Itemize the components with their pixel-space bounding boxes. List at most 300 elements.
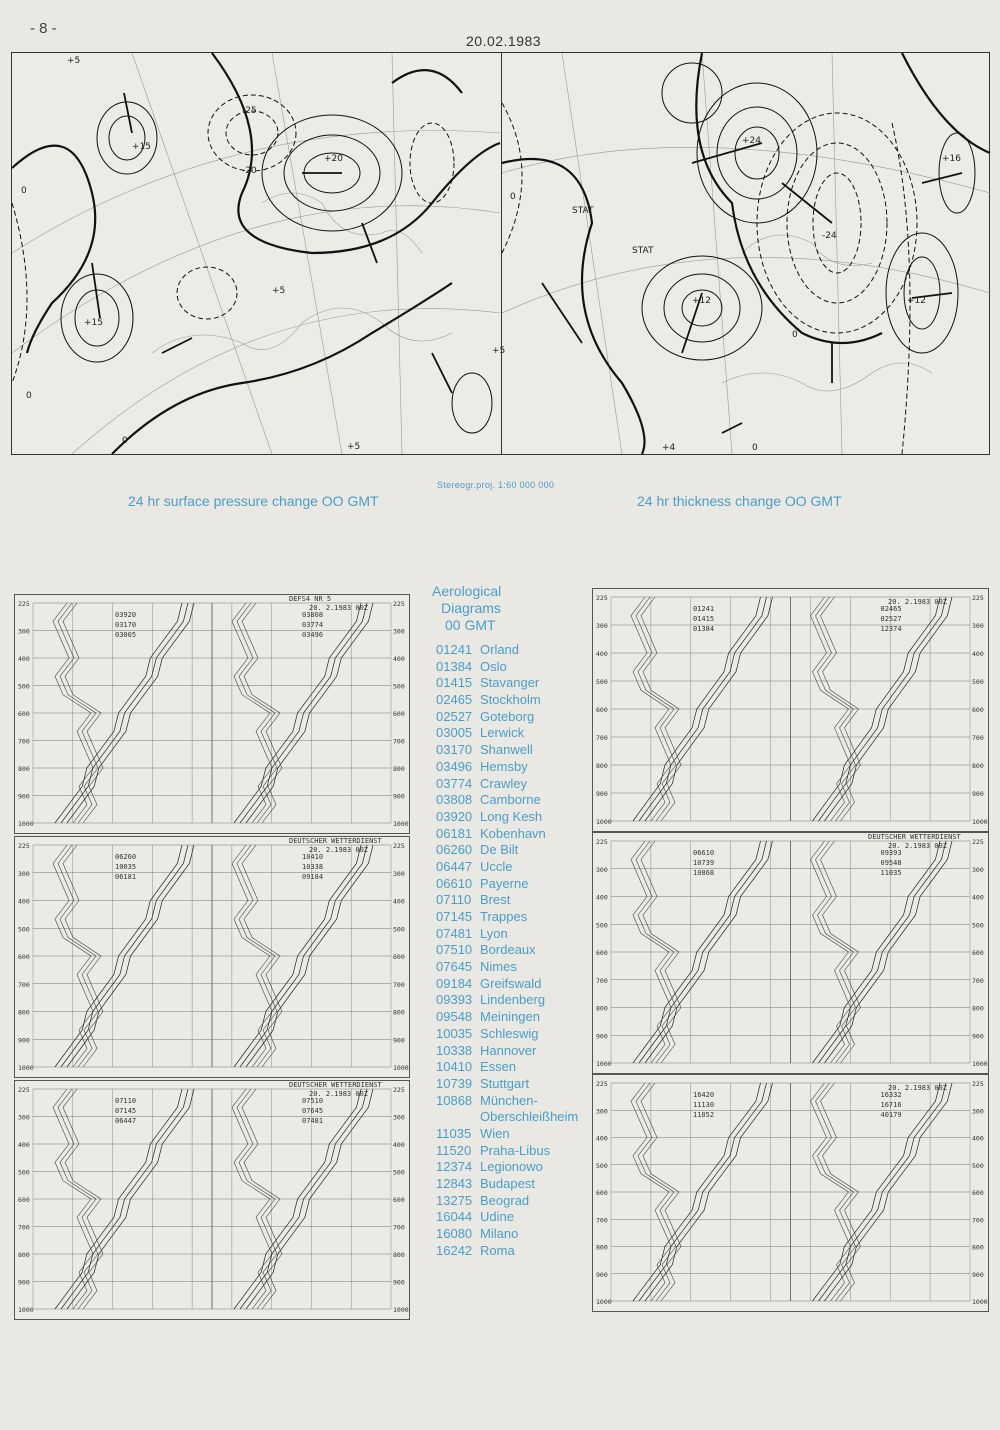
station-list-item: [436, 976, 596, 993]
pressure-level-label: 900: [18, 1036, 30, 1045]
station-code: 03496: [436, 758, 473, 774]
station-name: Beograd: [480, 1192, 530, 1208]
aerological-diagram: [14, 1080, 410, 1320]
station-name: München-: [480, 1092, 538, 1108]
pressure-level-label: 700: [18, 1223, 30, 1232]
station-code: 07645: [436, 959, 473, 975]
pressure-level-label: 400: [18, 1141, 30, 1149]
diagram-date: 20. 2.1983 00Z: [309, 604, 369, 612]
station-list-item: [436, 1243, 596, 1260]
station-list-item: [436, 876, 596, 893]
station-name: Stavanger: [480, 675, 540, 691]
pressure-level-label: 600: [393, 1196, 405, 1204]
svg-text:+24: +24: [742, 136, 761, 146]
station-code: 06447: [436, 858, 473, 874]
diagram-station-code: 16332: [880, 1091, 902, 1099]
station-list-item: [436, 942, 596, 959]
svg-text:0: 0: [122, 436, 128, 446]
station-name: De Bilt: [480, 842, 519, 858]
diagram-date: 20. 2.1983 00Z: [888, 598, 948, 606]
pressure-level-label: 400: [393, 655, 405, 663]
station-name: Greifswald: [480, 975, 542, 991]
diagram-plot: [15, 1081, 409, 1319]
svg-text:-20: -20: [242, 166, 257, 176]
svg-text:-25: -25: [242, 106, 257, 116]
pressure-level-label: 600: [18, 1196, 30, 1204]
station-list-item: [436, 826, 596, 843]
svg-text:+20: +20: [324, 154, 343, 164]
station-name: Legionowo: [480, 1159, 543, 1175]
pressure-level-label: 500: [393, 682, 405, 691]
svg-text:STAT: STAT: [572, 206, 594, 216]
station-name: Wien: [480, 1125, 510, 1141]
pressure-level-label: 225: [972, 594, 984, 602]
station-code: 03005: [436, 725, 473, 741]
station-code: 11035: [436, 1125, 472, 1141]
station-code: 13275: [436, 1192, 473, 1208]
diagram-plot: [15, 837, 409, 1077]
station-list-item: [436, 926, 596, 943]
pressure-level-label: 900: [18, 1278, 30, 1287]
pressure-level-label: 225: [393, 842, 405, 850]
station-name: Hemsby: [480, 758, 528, 774]
pressure-level-label: 1000: [596, 818, 612, 826]
diagram-header: DEFS4 NR 5: [289, 595, 332, 603]
diagram-station-code: 40179: [880, 1111, 902, 1119]
svg-text:+12: +12: [692, 296, 711, 306]
pressure-level-label: 900: [596, 1032, 608, 1041]
station-list-item: [436, 725, 596, 742]
pressure-level-label: 300: [972, 1107, 984, 1116]
diagram-station-code: 16716: [880, 1101, 902, 1109]
diagram-station-code: 07481: [302, 1117, 324, 1125]
station-list-item: [436, 1193, 596, 1210]
station-name: Crawley: [480, 775, 527, 791]
pressure-level-label: 300: [596, 865, 608, 874]
pressure-level-label: 1000: [393, 1306, 409, 1314]
station-name: Stuttgart: [480, 1075, 530, 1091]
svg-text:0: 0: [26, 391, 32, 401]
pressure-level-label: 400: [393, 897, 405, 906]
station-code: 03808: [436, 792, 473, 808]
pressure-level-label: 400: [18, 655, 30, 663]
svg-text:+5: +5: [272, 286, 286, 296]
station-code: 07110: [436, 892, 472, 908]
pressure-level-label: 1000: [393, 820, 409, 828]
pressure-level-label: 400: [972, 650, 984, 658]
aerological-diagram: [592, 588, 989, 832]
station-name: Udine: [480, 1209, 514, 1225]
diagram-date: 20. 2.1983 00Z: [309, 846, 369, 854]
station-code: 10739: [436, 1075, 473, 1091]
station-name: Essen: [480, 1059, 517, 1075]
aerological-title-line: Aerological: [432, 583, 502, 599]
diagram-station-code: 09393: [880, 849, 902, 857]
station-name: Camborne: [480, 792, 541, 808]
pressure-level-label: 800: [393, 1251, 405, 1259]
diagram-station-code: 03005: [115, 631, 137, 639]
pressure-level-label: 1000: [972, 1060, 988, 1068]
pressure-level-label: 300: [972, 865, 984, 874]
pressure-level-label: 800: [972, 1243, 984, 1252]
pressure-level-label: 300: [596, 622, 608, 630]
pressure-level-label: 800: [596, 762, 608, 770]
station-code: 12843: [436, 1176, 473, 1191]
station-name: Meiningen: [480, 1009, 540, 1025]
pressure-level-label: 300: [596, 1107, 608, 1116]
aerological-diagram: [14, 836, 410, 1078]
pressure-level-label: 400: [596, 650, 608, 658]
diagram-station-code: 07645: [302, 1107, 324, 1115]
diagram-station-code: 09184: [302, 873, 324, 881]
aerological-diagram: [14, 594, 410, 834]
station-name-continuation: Oberschleißheim: [480, 1109, 579, 1125]
station-code: 11520: [436, 1142, 472, 1158]
station-code: 09184: [436, 975, 473, 991]
thickness-change-map: [501, 53, 990, 454]
station-name: Shanwell: [480, 742, 533, 758]
pressure-level-label: 700: [393, 737, 405, 746]
diagram-header: DEUTSCHER WETTERDIENST: [289, 837, 382, 845]
station-code: 06610: [436, 875, 473, 891]
station-code: 10410: [436, 1059, 473, 1075]
pressure-level-label: 900: [972, 1032, 984, 1041]
svg-text:0: 0: [21, 186, 27, 196]
pressure-level-label: 225: [972, 1080, 984, 1088]
station-code: 10338: [436, 1042, 473, 1058]
station-list-item: [436, 675, 596, 692]
pressure-level-label: 600: [596, 949, 608, 957]
station-name: Goteborg: [480, 708, 535, 724]
station-code: 16080: [436, 1226, 473, 1242]
pressure-level-label: 600: [972, 706, 984, 714]
station-code: 09548: [436, 1009, 473, 1025]
diagram-station-code: 02465: [880, 605, 902, 613]
pressure-level-label: 1000: [972, 818, 988, 826]
diagram-station-code: 07110: [115, 1097, 137, 1105]
station-list: [436, 642, 596, 1259]
pressure-level-label: 900: [972, 1270, 984, 1279]
diagram-header: DEUTSCHER WETTERDIENST: [289, 1081, 382, 1089]
station-list-item: [436, 1026, 596, 1043]
pressure-level-label: 600: [18, 710, 30, 718]
station-code: 02465: [436, 692, 473, 708]
pressure-level-label: 500: [596, 678, 608, 686]
diagram-station-code: 10410: [302, 853, 324, 861]
diagram-station-code: 11052: [693, 1111, 715, 1119]
surface-pressure-change-map: [12, 53, 506, 454]
pressure-level-label: 800: [596, 1004, 608, 1013]
pressure-level-label: 700: [393, 980, 405, 989]
aerological-title-line: 00 GMT: [445, 617, 496, 633]
diagram-station-code: 03808: [302, 611, 324, 619]
station-list-item: [436, 742, 596, 759]
station-name: Schleswig: [480, 1025, 539, 1041]
thickness-map-caption: 24 hr thickness change OO GMT: [637, 493, 842, 509]
diagram-plot: [593, 1075, 988, 1311]
diagram-station-code: 03496: [302, 631, 324, 639]
pressure-level-label: 800: [596, 1243, 608, 1252]
pressure-level-label: 300: [18, 627, 30, 636]
aerological-title: [432, 583, 582, 634]
svg-text:+16: +16: [942, 154, 961, 164]
station-list-item: [436, 776, 596, 793]
diagram-station-code: 01241: [693, 605, 715, 613]
diagram-station-code: 02527: [880, 615, 902, 623]
station-code: 16242: [436, 1242, 473, 1258]
page-date: 20.02.1983: [466, 33, 542, 49]
pressure-level-label: 600: [18, 953, 30, 961]
station-name: Payerne: [480, 875, 529, 891]
pressure-level-label: 225: [972, 838, 984, 846]
pressure-level-label: 300: [393, 869, 405, 878]
pressure-level-label: 1000: [972, 1298, 988, 1306]
station-name: Milano: [480, 1226, 519, 1242]
station-name: Oslo: [480, 658, 507, 674]
station-name: Bordeaux: [480, 942, 536, 958]
diagram-station-code: 10338: [302, 863, 324, 871]
station-code: 10868: [436, 1092, 473, 1108]
diagram-plot: [15, 595, 409, 833]
svg-text:+15: +15: [132, 142, 151, 152]
pressure-level-label: 700: [972, 1216, 984, 1225]
pressure-level-label: 225: [596, 838, 608, 846]
station-code: 10035: [436, 1025, 473, 1041]
pressure-level-label: 1000: [18, 1064, 34, 1072]
pressure-level-label: 600: [972, 949, 984, 957]
pressure-level-label: 500: [596, 1161, 608, 1170]
svg-text:+15: +15: [84, 318, 103, 328]
pressure-level-label: 600: [393, 710, 405, 718]
pressure-level-label: 500: [972, 1161, 984, 1170]
pressure-level-label: 700: [18, 980, 30, 989]
station-name: Roma: [480, 1242, 515, 1258]
diagram-station-code: 16420: [693, 1091, 715, 1099]
svg-text:+12: +12: [907, 296, 926, 306]
station-list-item: [436, 1043, 596, 1060]
pressure-level-label: 400: [393, 1141, 405, 1149]
pressure-level-label: 500: [393, 1168, 405, 1177]
pressure-level-label: 500: [18, 682, 30, 691]
svg-text:0: 0: [792, 330, 798, 340]
pressure-level-label: 900: [596, 1270, 608, 1279]
diagram-station-code: 07510: [302, 1097, 324, 1105]
station-name: Praha-Libus: [480, 1142, 551, 1158]
station-list-item: [436, 992, 596, 1009]
svg-text:0: 0: [752, 443, 758, 453]
station-list-item: [436, 1059, 596, 1076]
aerological-diagram: [592, 1074, 989, 1312]
diagram-station-code: 06260: [115, 853, 137, 861]
pressure-level-label: 800: [18, 1251, 30, 1259]
pressure-level-label: 1000: [18, 1306, 34, 1314]
diagram-station-code: 12374: [880, 625, 902, 633]
station-list-item: [436, 1226, 596, 1243]
station-code: 07481: [436, 925, 473, 941]
station-list-item: [436, 692, 596, 709]
pressure-level-label: 1000: [596, 1298, 612, 1306]
station-code: 06181: [436, 825, 473, 841]
pressure-level-label: 700: [596, 1216, 608, 1225]
diagram-station-code: 06447: [115, 1117, 137, 1125]
diagram-station-code: 10739: [693, 859, 715, 867]
pressure-level-label: 700: [596, 734, 608, 742]
station-list-item: [436, 842, 596, 859]
pressure-level-label: 600: [596, 706, 608, 714]
pressure-level-label: 300: [393, 1113, 405, 1122]
pressure-level-label: 800: [393, 1008, 405, 1017]
station-code: 01384: [436, 658, 473, 674]
pressure-level-label: 500: [393, 925, 405, 934]
station-name: Trappes: [480, 909, 528, 924]
station-code: 03170: [436, 742, 473, 758]
svg-text:+5: +5: [67, 56, 81, 66]
page-number: - 8 -: [30, 20, 57, 37]
station-list-item: [436, 892, 596, 909]
diagram-station-code: 06181: [115, 873, 137, 881]
svg-text:+4: +4: [662, 443, 676, 453]
pressure-level-label: 1000: [393, 1064, 409, 1072]
station-name: Nimes: [480, 959, 517, 975]
pressure-level-label: 225: [18, 1086, 30, 1094]
diagram-plot: [593, 589, 988, 831]
pressure-level-label: 900: [18, 792, 30, 801]
station-list-item: [436, 859, 596, 876]
station-list-item: [436, 1176, 596, 1193]
pressure-level-label: 1000: [596, 1060, 612, 1068]
diagram-date: 20. 2.1983 00Z: [309, 1090, 369, 1098]
station-name: Long Kesh: [480, 808, 543, 824]
pressure-level-label: 300: [393, 627, 405, 636]
diagram-station-code: 10035: [115, 863, 137, 871]
station-list-item: [436, 1159, 596, 1176]
station-code: 12374: [436, 1159, 473, 1175]
station-list-item: [436, 709, 596, 726]
station-list-item: [436, 909, 596, 926]
station-list-item: [436, 809, 596, 826]
station-name: Hannover: [480, 1042, 537, 1058]
pressure-level-label: 800: [972, 762, 984, 770]
svg-text:+5: +5: [492, 346, 506, 356]
diagram-station-code: 01415: [693, 615, 715, 623]
pressure-level-label: 1000: [18, 820, 34, 828]
pressure-level-label: 900: [393, 1036, 405, 1045]
station-list-item: [436, 1126, 596, 1143]
station-name: Brest: [480, 892, 511, 908]
diagram-station-code: 03920: [115, 611, 137, 619]
svg-text:STAT: STAT: [632, 246, 654, 256]
station-list-item: [436, 1009, 596, 1026]
pressure-level-label: 600: [972, 1189, 984, 1197]
diagram-date: 20. 2.1983 00Z: [888, 842, 948, 850]
station-name: Lyon: [480, 925, 508, 941]
projection-caption: Stereogr.proj. 1:60 000 000: [437, 480, 555, 490]
aerological-title-line: Diagrams: [441, 600, 501, 616]
station-list-item: [436, 1076, 596, 1093]
pressure-level-label: 500: [972, 678, 984, 686]
diagram-station-code: 11035: [880, 869, 902, 877]
station-code: 16044: [436, 1209, 473, 1225]
station-name: Uccle: [480, 858, 513, 874]
pressure-level-label: 400: [972, 893, 984, 902]
pressure-level-label: 300: [972, 622, 984, 630]
svg-text:0: 0: [510, 192, 516, 202]
pressure-level-label: 225: [596, 594, 608, 602]
svg-text:-24: -24: [822, 231, 837, 241]
station-code: 02527: [436, 708, 473, 724]
pressure-level-label: 600: [393, 953, 405, 961]
diagram-header: DEUTSCHER WETTERDIENST: [868, 833, 961, 841]
diagram-station-code: 03170: [115, 621, 137, 629]
pressure-level-label: 225: [596, 1080, 608, 1088]
pressure-level-label: 300: [18, 1113, 30, 1122]
pressure-level-label: 700: [596, 976, 608, 985]
station-name: Stockholm: [480, 692, 541, 708]
pressure-level-label: 700: [18, 737, 30, 746]
pressure-level-label: 225: [393, 1086, 405, 1094]
station-name: Lerwick: [480, 725, 525, 741]
diagram-station-code: 03774: [302, 621, 324, 629]
pressure-level-label: 225: [393, 600, 405, 608]
station-list-item: [436, 1093, 596, 1110]
pressure-level-label: 900: [596, 790, 608, 798]
pressure-level-label: 500: [972, 921, 984, 930]
diagram-station-code: 06610: [693, 849, 715, 857]
station-list-item: [436, 659, 596, 676]
station-list-item: [436, 959, 596, 976]
station-code: 01241: [436, 642, 473, 657]
pressure-level-label: 800: [18, 1008, 30, 1017]
diagram-plot: [593, 833, 988, 1073]
weather-maps-panel: [11, 52, 990, 455]
pressure-level-label: 300: [18, 869, 30, 878]
pressure-level-label: 500: [18, 925, 30, 934]
station-code: 03774: [436, 775, 473, 791]
aerological-diagram: [592, 832, 989, 1074]
svg-text:+5: +5: [347, 442, 361, 452]
pressure-level-label: 700: [972, 976, 984, 985]
diagram-station-code: 01384: [693, 625, 715, 633]
pressure-level-label: 400: [596, 893, 608, 902]
pressure-level-label: 400: [972, 1134, 984, 1143]
diagram-station-code: 10868: [693, 869, 715, 877]
station-list-item: [436, 642, 596, 659]
pressure-level-label: 400: [18, 897, 30, 906]
station-code: 03920: [436, 808, 473, 824]
station-name: Budapest: [480, 1176, 535, 1191]
station-code: 09393: [436, 992, 473, 1008]
pressure-level-label: 700: [972, 734, 984, 742]
station-name: Orland: [480, 642, 520, 657]
pressure-level-label: 800: [18, 765, 30, 773]
pressure-level-label: 800: [972, 1004, 984, 1013]
pressure-level-label: 400: [596, 1134, 608, 1143]
pressure-level-label: 600: [596, 1189, 608, 1197]
station-code: 06260: [436, 842, 473, 858]
diagram-station-code: 07145: [115, 1107, 137, 1115]
station-name: Kobenhavn: [480, 825, 546, 841]
pressure-level-label: 900: [393, 1278, 405, 1287]
station-code: 07510: [436, 942, 473, 958]
pressure-level-label: 700: [393, 1223, 405, 1232]
pressure-level-label: 900: [972, 790, 984, 798]
station-list-item: [436, 759, 596, 776]
pressure-level-label: 225: [18, 842, 30, 850]
diagram-station-code: 09548: [880, 859, 902, 867]
diagram-station-code: 11130: [693, 1101, 715, 1109]
pressure-level-label: 800: [393, 765, 405, 773]
station-code: 07145: [436, 909, 473, 924]
